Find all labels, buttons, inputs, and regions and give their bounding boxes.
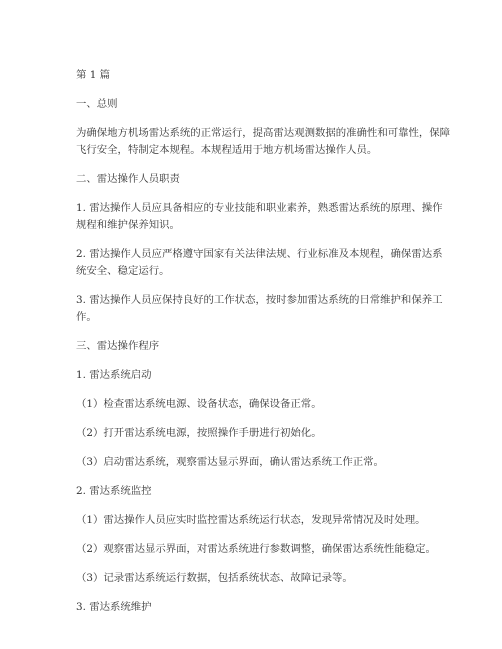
heading-procedure: 三、雷达操作程序 <box>76 340 160 352</box>
heading-duties: 二、雷达操作人员职责 <box>76 173 180 185</box>
list-item: （1）雷达操作人员应实时监控雷达系统运行状态，发现异常情况及时处理。 <box>76 514 426 526</box>
paragraph-line: 2. 雷达操作人员应严格遵守国家有关法律法规、行业标准及本规程，确保雷达系 <box>76 248 443 260</box>
list-item: （2）观察雷达显示界面，对雷达系统进行参数调整，确保雷达系统性能稳定。 <box>76 543 436 555</box>
paragraph-line: 1. 雷达操作人员应具备相应的专业技能和职业素养，熟悉雷达系统的原理、操作 <box>76 202 443 214</box>
paragraph-line: 为确保地方机场雷达系统的正常运行，提高雷达观测数据的准确性和可靠性，保障 <box>76 127 451 139</box>
section-label: 第 1 篇 <box>76 69 110 81</box>
paragraph-line: 作。 <box>76 311 97 323</box>
paragraph-line: 飞行安全，特制定本规程。本规程适用于地方机场雷达操作人员。 <box>76 144 378 156</box>
heading-general: 一、总则 <box>76 98 118 110</box>
list-item: （2）打开雷达系统电源，按照操作手册进行初始化。 <box>76 427 322 439</box>
paragraph-line: 3. 雷达操作人员应保持良好的工作状态，按时参加雷达系统的日常维护和保养工 <box>76 294 443 306</box>
paragraph-line: 统安全、稳定运行。 <box>76 265 170 277</box>
list-item: （1）检查雷达系统电源、设备状态，确保设备正常。 <box>76 398 322 410</box>
subheading: 2. 雷达系统监控 <box>76 485 152 497</box>
subheading: 1. 雷达系统启动 <box>76 369 152 381</box>
paragraph-line: 规程和维护保养知识。 <box>76 219 180 231</box>
subheading: 3. 雷达系统维护 <box>76 601 152 613</box>
list-item: （3）启动雷达系统，观察雷达显示界面，确认雷达系统工作正常。 <box>76 456 384 468</box>
list-item: （3）记录雷达系统运行数据，包括系统状态、故障记录等。 <box>76 572 353 584</box>
